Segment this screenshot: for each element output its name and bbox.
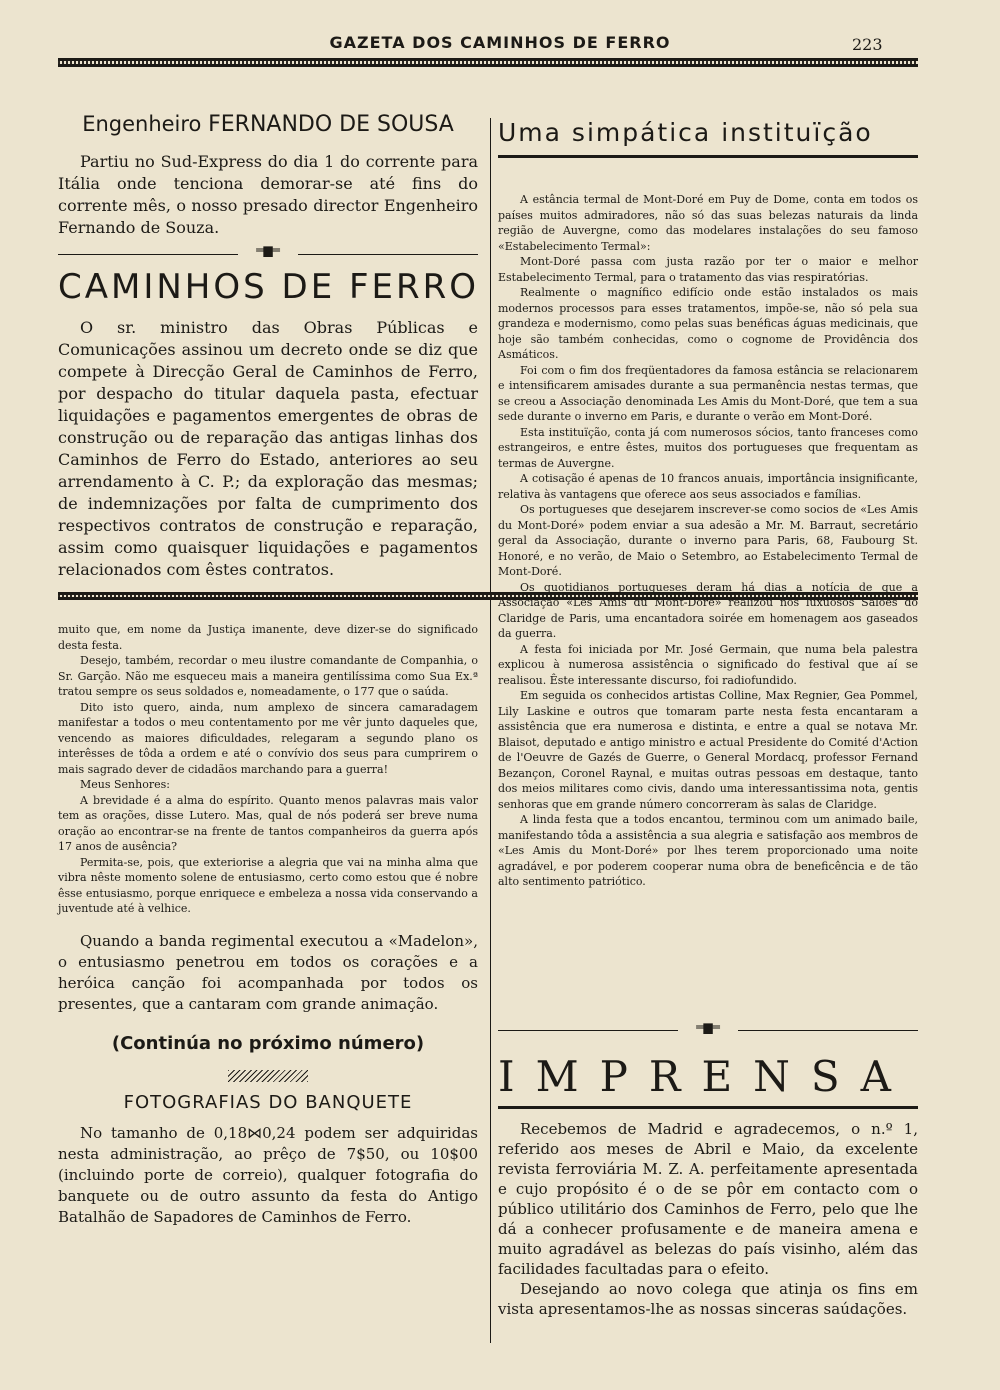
page-number: 223 <box>852 35 883 54</box>
inst-para-11: A linda festa que a todos encantou, terminou com um animado baile, manifestando tôda a assistência a sua alegria e satisfação aos membros de «Les Amis du Mont-Doré» por lhes terem proporcionado uma noite agradável, e por poderem cooperar numa obra de beneficência e de tão alto sentimento patriótico. <box>498 813 918 888</box>
speech-block <box>58 622 478 1228</box>
speech-para-4: Meus Senhores: <box>80 778 170 791</box>
caminhos-text: O sr. ministro das Obras Públicas e Comunicações assinou um decreto onde se diz que compete à Direcção Geral de Caminhos de Ferro, por despacho do titular daquela pasta, efectuar liquidações e pagamentos emergentes de obras de construção ou de reparação das antigas linhas dos Caminhos de Ferro do Estado, anteriores ao seu arrendamento à C. P.; da exploração das mesmas; de indemnizações por falta de cumprimento dos respectivos contratos de construção e reparação, assim como quaisquer liquidações e pagamentos relacionados com êstes contratos. <box>58 318 478 579</box>
inst-para-2: Mont-Doré passa com justa razão por ter o maior e melhor Estabelecimento Termal, para o tratamento das vias respiratórias. <box>498 255 918 284</box>
speech-para-3: Dito isto quero, ainda, num amplexo de sincera camaradagem manifestar a todos o meu contentamento por me vêr junto daqueles que, vencendo as maiores dificuldades, relegaram a segundo plano os interêsses de tôda a ordem e até o convívio dos seus para cumprirem o mais sagrado dever de cidadãos marchando para a guerra! <box>58 700 478 776</box>
instituicao-rule <box>498 155 918 158</box>
instituicao-article <box>498 192 918 890</box>
inst-para-6: A cotisação é apenas de 10 francos anuais, importância insignificante, relativa às vantagens que oferece aos seus associados e famílias. <box>498 472 918 501</box>
inst-para-7: Os portugueses que desejarem inscrever-se como socios de «Les Amis du Mont-Doré» podem enviar a sua adesão a Mr. M. Barraut, secretário geral da Associação, durante o inverno para Paris, 68, Faubourg St. Honoré, e no verão, de Maio o Setembro, ao Estabelecimento Termal de Mont-Doré. <box>498 503 918 578</box>
imprensa-heading: IMPRENSA <box>498 1052 912 1101</box>
engenheiro-text: Partiu no Sud-Express do dia 1 do corrente para Itália onde tenciona demorar-se até fins do corrente mês, o nosso presado director Engenheiro Fernando de Souza. <box>58 152 478 237</box>
caminhos-heading: CAMINHOS DE FERRO <box>58 267 480 307</box>
inst-para-5: Esta instituïção, conta já com numerosos sócios, tanto franceses como estrangeiros, e entre êstes, muitos dos portugueses que frequentam as termas de Auvergne. <box>498 425 918 470</box>
fotografias-text: No tamanho de 0,18⋈0,24 podem ser adquiridas nesta administração, ao prêço de 7$50, ou 10$00 (incluindo porte de correio), qualquer fotografia do banquete ou de outro assunto da festa do Antigo Batalhão de Sapadores de Caminhos de Ferro. <box>58 1123 478 1226</box>
imprensa-para-2: Desejando ao novo colega que atinja os fins em vista apresentamos-lhe as nossas sinceras saúdações. <box>498 1280 918 1318</box>
header-rule <box>58 58 918 67</box>
continua-note: (Continúa no próximo número) <box>111 1032 425 1054</box>
imprensa-article <box>498 1052 918 1319</box>
journal-title: GAZETA DOS CAMINHOS DE FERRO <box>329 33 671 52</box>
engenheiro-heading <box>58 112 478 137</box>
inst-para-9: A festa foi iniciada por Mr. José Germain, que numa bela palestra explicou à numerosa assistência o significado do festival que aí se realisou. Êste interessante discurso, foi radiofundido. <box>498 642 918 687</box>
imprensa-rule <box>498 1106 918 1109</box>
fotografias-heading: FOTOGRAFIAS DO BANQUETE <box>123 1091 413 1113</box>
inst-para-3: Realmente o magnífico edifício onde estão instalados os mais modernos processos para esses tratamentos, impõe-se, não só pela sua grandeza e modernismo, como pelas suas benéficas águas medicinais, que hoje são também conhecidas, como o cognome de Providência dos Asmáticos. <box>498 286 918 361</box>
train-ornament-icon: ═▆═ <box>678 1020 738 1034</box>
madelon-text: Quando a banda regimental executou a «Madelon», o entusiasmo penetrou em todos os corações e a heróica canção foi acompanhada por todos os presentes, que a cantaram com grande animação. <box>58 931 478 1013</box>
train-ornament-icon: ═▆═ <box>238 243 298 257</box>
inst-para-10: Em seguida os conhecidos artistas Colline, Max Regnier, Gea Pommel, Lily Laskine e outros que tomaram parte nesta festa encantaram a assistência que era numerosa e distinta, e entre a qual se notava Mr. Blaisot, deputado e antigo ministro e actual Presidente do Comité d'Action de l'Oeuvre de Gazés de Guerre, o General Mordacq, professor Fernand Bezançon, Coronel Raynal, e muitas outras pessoas em destaque, tanto dos meios militares como civis, dando uma interessantissima nota, gentis senhoras que em grande número concorreram às salas de Claridge. <box>498 689 918 811</box>
inst-para-4: Foi com o fim dos freqüentadores da famosa estância se relacionarem e intensificarem amisades durante a sua permanência nestas termas, que se creou a Associação denominada Les Amis du Mont-Doré, que tem a sua sede durante o inverno em Paris, e durante o verão em Mont-Doré. <box>498 363 918 423</box>
inst-para-8: Os quotidianos portugueses deram há dias a notícia de que a Associação «Les Amis du Mont-Doré» realizou nos luxuosos Salões do Claridge de Paris, uma encantadora soirée em homenagem aos gaseados da guerra. <box>498 580 918 640</box>
imprensa-para-1: Recebemos de Madrid e agradecemos, o n.º 1, referido aos meses de Abril e Maio, da excelente revista ferroviária M. Z. A. perfeitamente apresentada e cujo propósito é o de se pôr em contacto com o público utilitário dos Caminhos de Ferro, pelo que lhe dá a conhecer profusamente e de maneira amena e muito agradável as belezas do país visinho, além das facilidades facultadas para o efeito. <box>498 1120 918 1278</box>
speech-para-5: A brevidade é a alma do espírito. Quanto menos palavras mais valor tem as orações, disse Lutero. Mas, qual de nós poderá ser breve numa oração ao encontrar-se na frente de tantos companheiros da guerra após 17 anos de ausência? <box>58 793 478 853</box>
left-column <box>58 112 478 581</box>
right-column <box>498 118 918 158</box>
engenheiro-prefix: Engenheiro <box>82 112 202 136</box>
hatch-ornament <box>228 1070 308 1082</box>
speech-para-6: Permita-se, pois, que exteriorise a alegria que vai na minha alma que vibra nêste momento solene de entusiasmo, certo como estou que é nobre êsse entusiasmo, porque enriquece e embeleza a nossa vida conservando a juventude até à velhice. <box>58 855 478 915</box>
section-separator <box>58 243 478 261</box>
inst-para-1: A estância termal de Mont-Doré em Puy de Dome, conta em todos os países muitos admiradores, não só das suas belezas naturais da linda região de Auvergne, como das modelares instalações do seu famoso «Estabelecimento Termal»: <box>498 193 918 253</box>
speech-para-1: muito que, em nome da Justiça imanente, deve dizer-se do significado desta festa. <box>58 623 478 652</box>
engenheiro-name: FERNANDO DE SOUSA <box>208 112 454 137</box>
instituicao-heading: Uma simpática instituïção <box>498 118 873 147</box>
column-divider <box>490 118 491 1343</box>
imprensa-separator <box>498 1022 918 1036</box>
speech-para-2: Desejo, também, recordar o meu ilustre comandante de Companhia, o Sr. Garção. Não me esqueceu mais a maneira gentilíssima como Sua Ex.ª tratou sempre os seus soldados e, nomeadamente, o 177 que o saúda. <box>58 654 478 698</box>
